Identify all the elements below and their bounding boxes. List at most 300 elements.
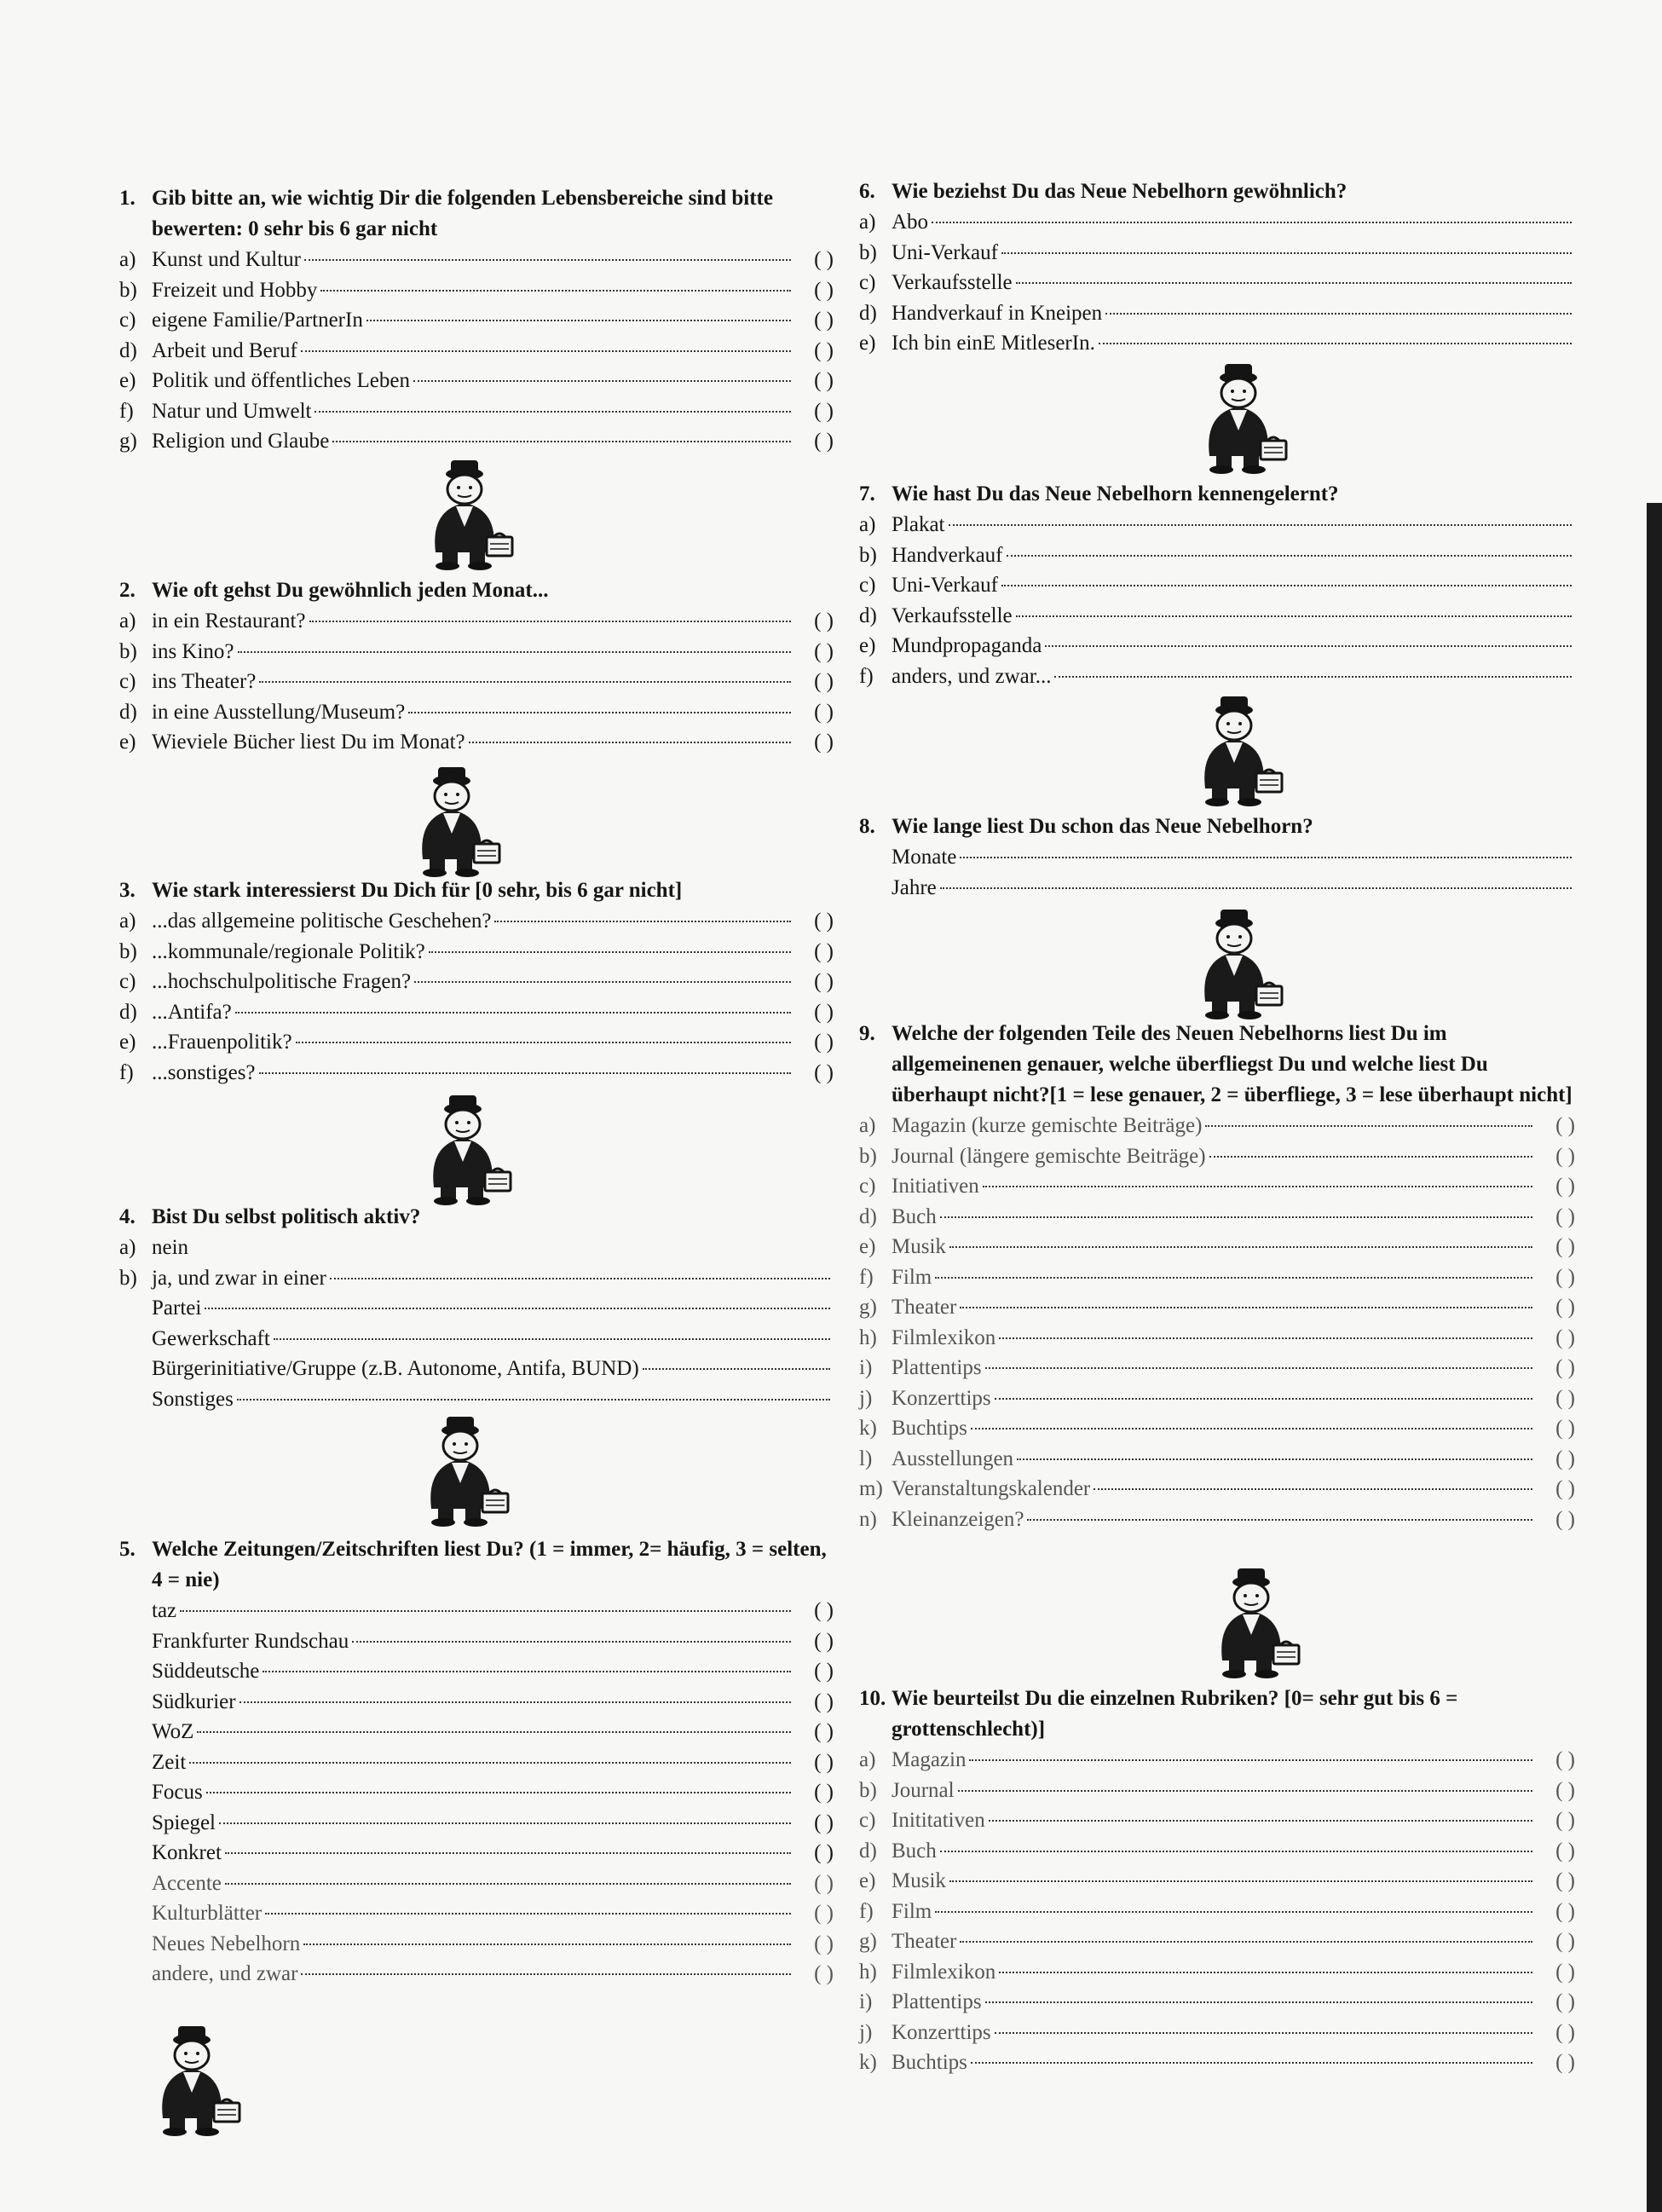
answer-box[interactable]: ( ) <box>1555 1175 1575 1198</box>
question-2 <box>119 575 834 758</box>
answer-box[interactable]: ( ) <box>1555 1417 1575 1440</box>
option-row[interactable] <box>119 906 834 937</box>
option-label: Neues Nebelhorn <box>152 1932 301 1955</box>
option-row[interactable] <box>859 1505 1575 1535</box>
option-row[interactable] <box>859 842 1575 873</box>
option-label: ...sonstiges? <box>152 1060 256 1084</box>
option-label: eigene Familie/PartnerIn <box>152 309 363 332</box>
answer-box[interactable]: ( ) <box>814 731 834 754</box>
option-letter: e) <box>859 1235 876 1258</box>
answer-box[interactable]: ( ) <box>1555 1325 1575 1349</box>
fill-line <box>940 1851 1532 1852</box>
answer-box[interactable]: ( ) <box>814 1660 834 1683</box>
fill-line <box>1094 1488 1532 1490</box>
option-row[interactable] <box>859 510 1575 540</box>
option-label: ...Antifa? <box>152 1000 232 1024</box>
option-label: in eine Ausstellung/Museum? <box>152 700 406 724</box>
answer-box[interactable]: ( ) <box>814 278 834 302</box>
fill-line <box>301 1973 791 1975</box>
mascot-illustration <box>413 459 516 574</box>
answer-box[interactable]: ( ) <box>1555 2051 1575 2074</box>
option-label: Uni-Verkauf <box>892 574 998 597</box>
option-row[interactable] <box>859 328 1575 359</box>
option-letter: a) <box>119 248 136 271</box>
option-label: Handverkauf <box>892 543 1003 567</box>
option-row[interactable] <box>119 667 834 697</box>
question-4 <box>119 1202 834 1414</box>
fill-line <box>932 222 1572 223</box>
fill-line <box>1017 1458 1532 1460</box>
option-row[interactable] <box>859 1987 1575 2018</box>
question-title: Wie oft gehst Du gewöhnlich jeden Monat... <box>152 579 549 602</box>
options-list <box>119 245 834 457</box>
option-row[interactable] <box>859 1776 1575 1806</box>
answer-box[interactable]: ( ) <box>814 910 834 933</box>
fill-line <box>237 1399 830 1401</box>
fill-line <box>189 1762 791 1764</box>
question-heading <box>859 811 1575 842</box>
answer-box[interactable]: ( ) <box>1555 1477 1575 1500</box>
option-letter: e) <box>859 332 876 355</box>
suboption-row[interactable] <box>119 1324 834 1354</box>
question-number: 6. <box>859 180 875 203</box>
option-letter: i) <box>859 1356 873 1379</box>
answer-box[interactable]: ( ) <box>814 1629 834 1653</box>
fill-line <box>949 1880 1532 1882</box>
question-title: Gib bitte an, wie wichtig Dir die folgenden Lebensbereiche sind bitte bewerten: 0 sehr bis 6 gar nicht <box>152 187 773 240</box>
fill-line <box>304 259 791 261</box>
option-row[interactable] <box>119 1898 834 1929</box>
option-label: Theater <box>892 1930 957 1953</box>
fill-line <box>983 1186 1532 1187</box>
option-label: Süddeutsche <box>152 1660 260 1683</box>
question-number: 4. <box>119 1205 136 1228</box>
option-row[interactable] <box>859 1262 1575 1293</box>
answer-box[interactable]: ( ) <box>1555 1990 1575 2013</box>
answer-box[interactable]: ( ) <box>814 309 834 332</box>
mascot-illustration <box>412 1094 514 1209</box>
suboption-row[interactable] <box>119 1354 834 1384</box>
answer-box[interactable]: ( ) <box>1555 1356 1575 1379</box>
option-letter: d) <box>119 1000 137 1024</box>
option-label: Ausstellungen <box>892 1447 1014 1470</box>
page-edge-shadow <box>1647 503 1662 2212</box>
question-number: 5. <box>119 1538 136 1561</box>
fill-line <box>960 857 1572 858</box>
option-label: taz <box>152 1599 177 1622</box>
option-row[interactable] <box>119 1687 834 1718</box>
question-7 <box>859 479 1575 691</box>
option-row[interactable] <box>859 601 1575 632</box>
option-letter: e) <box>119 1031 136 1054</box>
mascot-illustration <box>409 1415 511 1530</box>
option-row[interactable] <box>859 1745 1575 1776</box>
mascot-illustration <box>1187 362 1290 477</box>
option-label: Focus <box>152 1781 203 1804</box>
fill-line <box>960 1307 1532 1308</box>
option-row[interactable] <box>119 275 834 306</box>
option-row[interactable] <box>119 697 834 728</box>
option-label: Inititativen <box>892 1809 985 1832</box>
option-letter: c) <box>859 574 876 597</box>
fill-line <box>180 1610 791 1612</box>
answer-box[interactable]: ( ) <box>814 1060 834 1084</box>
answer-box[interactable]: ( ) <box>814 1599 834 1622</box>
question-heading <box>859 1019 1575 1111</box>
question-title: Wie beziehst Du das Neue Nebelhorn gewöhnlich? <box>892 180 1347 203</box>
option-letter: b) <box>119 939 137 963</box>
option-letter: k) <box>859 2051 877 2074</box>
question-6 <box>859 176 1575 359</box>
option-label: ins Kino? <box>152 639 234 663</box>
option-letter: j) <box>859 2020 873 2044</box>
answer-box[interactable]: ( ) <box>814 1000 834 1024</box>
answer-box[interactable]: ( ) <box>814 1902 834 1925</box>
option-letter: c) <box>859 1175 876 1198</box>
fill-line <box>985 2001 1532 2003</box>
answer-box[interactable]: ( ) <box>814 1781 834 1804</box>
option-row[interactable] <box>859 2018 1575 2048</box>
answer-box[interactable]: ( ) <box>1555 1899 1575 1923</box>
question-heading <box>859 176 1575 207</box>
answer-box[interactable]: ( ) <box>1555 1386 1575 1410</box>
answer-box[interactable]: ( ) <box>1555 1114 1575 1137</box>
fill-line <box>265 1913 791 1915</box>
option-label: Uni-Verkauf <box>892 240 998 264</box>
option-letter: d) <box>859 604 877 627</box>
option-row[interactable] <box>119 1027 834 1058</box>
option-row[interactable] <box>859 1202 1575 1233</box>
option-label: Film <box>892 1265 932 1289</box>
answer-box[interactable]: ( ) <box>814 248 834 271</box>
option-row[interactable] <box>859 873 1575 904</box>
option-row[interactable] <box>119 1959 834 1990</box>
option-row[interactable] <box>859 1897 1575 1927</box>
option-letter: c) <box>119 670 136 693</box>
option-row[interactable] <box>119 305 834 336</box>
fill-line <box>958 1790 1532 1792</box>
answer-box[interactable]: ( ) <box>814 1962 834 1985</box>
mascot-illustration <box>1200 1567 1302 1682</box>
answer-box[interactable]: ( ) <box>814 1720 834 1743</box>
fill-line <box>320 290 791 292</box>
fill-line <box>995 2032 1532 2034</box>
option-row[interactable] <box>859 661 1575 692</box>
question-number: 3. <box>119 879 136 902</box>
option-row[interactable] <box>119 606 834 637</box>
mascot-illustration <box>141 2024 243 2140</box>
suboption-row[interactable] <box>119 1384 834 1415</box>
option-row[interactable] <box>859 207 1575 238</box>
option-label: Initiativen <box>892 1175 979 1198</box>
fill-line <box>303 1943 791 1945</box>
option-row[interactable] <box>119 1929 834 1960</box>
fill-line <box>971 2062 1532 2064</box>
option-label: Arbeit und Beruf <box>152 338 297 362</box>
option-row[interactable] <box>859 570 1575 601</box>
answer-box[interactable]: ( ) <box>814 609 834 632</box>
options-list <box>859 207 1575 359</box>
answer-box[interactable]: ( ) <box>1555 1296 1575 1319</box>
option-label: Kulturblätter <box>152 1902 263 1925</box>
option-letter: f) <box>859 1899 874 1923</box>
fill-line <box>960 1941 1532 1943</box>
option-label: Monate <box>892 846 957 869</box>
fill-line <box>1007 555 1573 557</box>
option-letter: f) <box>119 1060 134 1084</box>
fill-line <box>1016 615 1572 617</box>
options-list <box>119 1233 834 1414</box>
option-row[interactable] <box>859 298 1575 329</box>
option-label: Politik und öffentliches Leben <box>152 369 410 392</box>
options-list <box>859 842 1575 903</box>
option-row[interactable] <box>859 238 1575 269</box>
answer-box[interactable]: ( ) <box>1555 1930 1575 1953</box>
fill-line <box>239 1701 791 1703</box>
option-label: Plattentips <box>892 1356 982 1379</box>
question-heading <box>119 1534 834 1596</box>
option-row[interactable] <box>119 1656 834 1687</box>
option-row[interactable] <box>859 268 1575 298</box>
option-label: Plattentips <box>892 1990 982 2013</box>
answer-box[interactable]: ( ) <box>814 970 834 993</box>
option-letter: d) <box>859 1839 877 1863</box>
option-letter: f) <box>859 664 874 688</box>
option-letter: i) <box>859 1990 873 2013</box>
option-label: Theater <box>892 1296 957 1319</box>
question-heading <box>859 1684 1575 1745</box>
answer-box[interactable]: ( ) <box>1555 1778 1575 1802</box>
fill-line <box>259 1072 791 1074</box>
option-label: ...hochschulpolitische Fragen? <box>152 970 412 993</box>
fill-line <box>989 1820 1532 1822</box>
answer-box[interactable]: ( ) <box>1555 1204 1575 1228</box>
option-label: Filmlexikon <box>892 1960 996 1984</box>
fill-line <box>971 1428 1532 1429</box>
answer-box[interactable]: ( ) <box>814 670 834 693</box>
option-row[interactable] <box>119 1868 834 1899</box>
option-row[interactable] <box>119 1263 834 1294</box>
answer-box[interactable]: ( ) <box>1555 1960 1575 1984</box>
option-label: Buch <box>892 1204 937 1228</box>
options-list <box>119 1596 834 1990</box>
option-row[interactable] <box>859 1836 1575 1867</box>
option-row[interactable] <box>119 366 834 396</box>
option-letter: g) <box>859 1930 877 1953</box>
options-list <box>859 510 1575 691</box>
answer-box[interactable]: ( ) <box>814 1841 834 1864</box>
option-row[interactable] <box>119 1626 834 1657</box>
option-letter: c) <box>859 271 876 294</box>
option-row[interactable] <box>859 1111 1575 1141</box>
answer-box[interactable]: ( ) <box>814 639 834 663</box>
option-label: Zeit <box>152 1750 187 1774</box>
option-label: ...kommunale/regionale Politik? <box>152 939 425 963</box>
fill-line <box>1001 585 1572 586</box>
fill-line <box>429 951 791 953</box>
option-letter: g) <box>119 430 137 453</box>
fill-line <box>1209 1156 1532 1158</box>
option-row[interactable] <box>859 1323 1575 1354</box>
option-letter: g) <box>859 1296 877 1319</box>
option-letter: e) <box>859 1869 876 1892</box>
option-label: Partei <box>152 1297 202 1320</box>
option-row[interactable] <box>119 637 834 667</box>
option-row[interactable] <box>119 1808 834 1839</box>
answer-box[interactable]: ( ) <box>1555 1748 1575 1771</box>
fill-line <box>315 411 791 413</box>
option-letter: a) <box>859 211 876 234</box>
question-3 <box>119 875 834 1088</box>
question-heading <box>119 875 834 906</box>
question-number: 7. <box>859 482 875 505</box>
answer-box[interactable]: ( ) <box>814 1811 834 1834</box>
option-row[interactable] <box>859 1474 1575 1505</box>
answer-box[interactable]: ( ) <box>1555 1235 1575 1258</box>
option-letter: a) <box>119 910 136 933</box>
option-row[interactable] <box>119 1233 834 1263</box>
fill-line <box>1027 1519 1532 1521</box>
option-label: Spiegel <box>152 1811 216 1834</box>
option-row[interactable] <box>119 937 834 967</box>
answer-box[interactable]: ( ) <box>1555 1869 1575 1892</box>
option-row[interactable] <box>119 1717 834 1747</box>
fill-line <box>352 1641 791 1643</box>
option-row[interactable] <box>859 2047 1575 2078</box>
option-row[interactable] <box>119 336 834 367</box>
option-row[interactable] <box>119 426 834 457</box>
option-letter: d) <box>119 338 137 362</box>
answer-box[interactable]: ( ) <box>814 369 834 392</box>
option-label: Verkaufsstelle <box>892 271 1013 294</box>
option-letter: b) <box>119 1266 137 1290</box>
question-9 <box>859 1019 1575 1534</box>
answer-box[interactable]: ( ) <box>814 1871 834 1895</box>
option-label: Musik <box>892 1235 946 1258</box>
question-heading <box>119 1202 834 1233</box>
fill-line <box>1016 282 1572 284</box>
answer-box[interactable]: ( ) <box>814 1031 834 1054</box>
option-row[interactable] <box>119 245 834 275</box>
answer-box[interactable]: ( ) <box>814 939 834 963</box>
option-row[interactable] <box>119 1777 834 1808</box>
option-label: Frankfurter Rundschau <box>152 1629 349 1653</box>
option-label: ...das allgemeine politische Geschehen? <box>152 910 492 933</box>
question-heading <box>119 183 834 245</box>
option-row[interactable] <box>119 396 834 427</box>
option-row[interactable] <box>119 997 834 1028</box>
option-row[interactable] <box>859 1292 1575 1323</box>
fill-line <box>985 1367 1532 1369</box>
option-letter: d) <box>859 1204 877 1228</box>
option-row[interactable] <box>859 1232 1575 1262</box>
mascot-illustration <box>401 765 503 881</box>
fill-line <box>301 350 791 352</box>
fill-line <box>469 742 791 743</box>
answer-box[interactable]: ( ) <box>814 1932 834 1955</box>
question-number: 8. <box>859 815 875 838</box>
option-row[interactable] <box>119 1058 834 1089</box>
option-row[interactable] <box>119 1747 834 1778</box>
option-label: Natur und Umwelt <box>152 399 312 423</box>
option-row[interactable] <box>859 1866 1575 1897</box>
question-title: Wie stark interessierst Du Dich für [0 sehr, bis 6 gar nicht] <box>152 879 683 902</box>
question-heading <box>119 575 834 606</box>
question-title: Welche Zeitungen/Zeitschriften liest Du? (1 = immer, 2= häufig, 3 = selten, 4 = nie) <box>152 1538 827 1591</box>
option-row[interactable] <box>859 1353 1575 1383</box>
option-label: Musik <box>892 1869 946 1892</box>
option-row[interactable] <box>119 1838 834 1868</box>
fill-line <box>206 1792 791 1793</box>
option-label: Ich bin einE MitleserIn. <box>892 332 1095 355</box>
question-title: Welche der folgenden Teile des Neuen Nebelhorns liest Du im allgemeinenen genauer, welche überfliegst Du und welche liest Du überhaupt nicht?[1 = lese genauer, 2 = überfliege, 3 = lese überhaupt nicht] <box>892 1022 1573 1106</box>
options-list <box>859 1745 1575 2078</box>
option-row[interactable] <box>859 631 1575 661</box>
answer-box[interactable]: ( ) <box>1555 1839 1575 1863</box>
option-letter: e) <box>119 731 136 754</box>
option-label: Abo <box>892 211 929 234</box>
fill-line <box>366 320 791 321</box>
option-letter: b) <box>119 278 137 302</box>
option-label: Plakat <box>892 513 945 536</box>
option-row[interactable] <box>119 967 834 997</box>
options-list <box>859 1111 1575 1534</box>
option-row[interactable] <box>859 1444 1575 1475</box>
option-row[interactable] <box>859 1805 1575 1836</box>
option-row[interactable] <box>859 540 1575 571</box>
answer-box[interactable]: ( ) <box>1555 1809 1575 1832</box>
answer-box[interactable]: ( ) <box>814 338 834 362</box>
option-label: Mundpropaganda <box>892 634 1042 657</box>
option-letter: b) <box>859 1144 877 1168</box>
answer-box[interactable]: ( ) <box>814 1689 834 1713</box>
option-row[interactable] <box>119 727 834 758</box>
option-letter: l) <box>859 1447 873 1470</box>
answer-box[interactable]: ( ) <box>1555 1144 1575 1168</box>
option-letter: b) <box>859 1778 877 1802</box>
option-letter: h) <box>859 1325 877 1349</box>
answer-box[interactable]: ( ) <box>814 1750 834 1774</box>
option-row[interactable] <box>859 1141 1575 1172</box>
answer-box[interactable]: ( ) <box>1555 1447 1575 1470</box>
fill-line <box>1054 676 1572 678</box>
option-letter: k) <box>859 1417 877 1440</box>
option-row[interactable] <box>859 1957 1575 1988</box>
answer-box[interactable]: ( ) <box>1555 1507 1575 1531</box>
option-row[interactable] <box>859 1383 1575 1414</box>
option-label: Filmlexikon <box>892 1325 996 1349</box>
answer-box[interactable]: ( ) <box>814 399 834 423</box>
answer-box[interactable]: ( ) <box>814 430 834 453</box>
answer-box[interactable]: ( ) <box>1555 2020 1575 2044</box>
fill-line <box>330 1278 830 1279</box>
option-label: Freizeit und Hobby <box>152 278 318 302</box>
answer-box[interactable]: ( ) <box>814 700 834 724</box>
question-number: 10. <box>859 1687 886 1710</box>
fill-line <box>1105 313 1572 315</box>
option-row[interactable] <box>859 1926 1575 1957</box>
fill-line <box>935 1911 1532 1913</box>
suboption-row[interactable] <box>119 1293 834 1324</box>
answer-box[interactable]: ( ) <box>1555 1265 1575 1289</box>
fill-line <box>296 1042 791 1043</box>
option-row[interactable] <box>119 1596 834 1626</box>
option-row[interactable] <box>859 1413 1575 1444</box>
fill-line <box>1099 343 1572 344</box>
option-row[interactable] <box>859 1171 1575 1202</box>
fill-line <box>259 681 791 683</box>
option-label: Accente <box>152 1871 222 1895</box>
